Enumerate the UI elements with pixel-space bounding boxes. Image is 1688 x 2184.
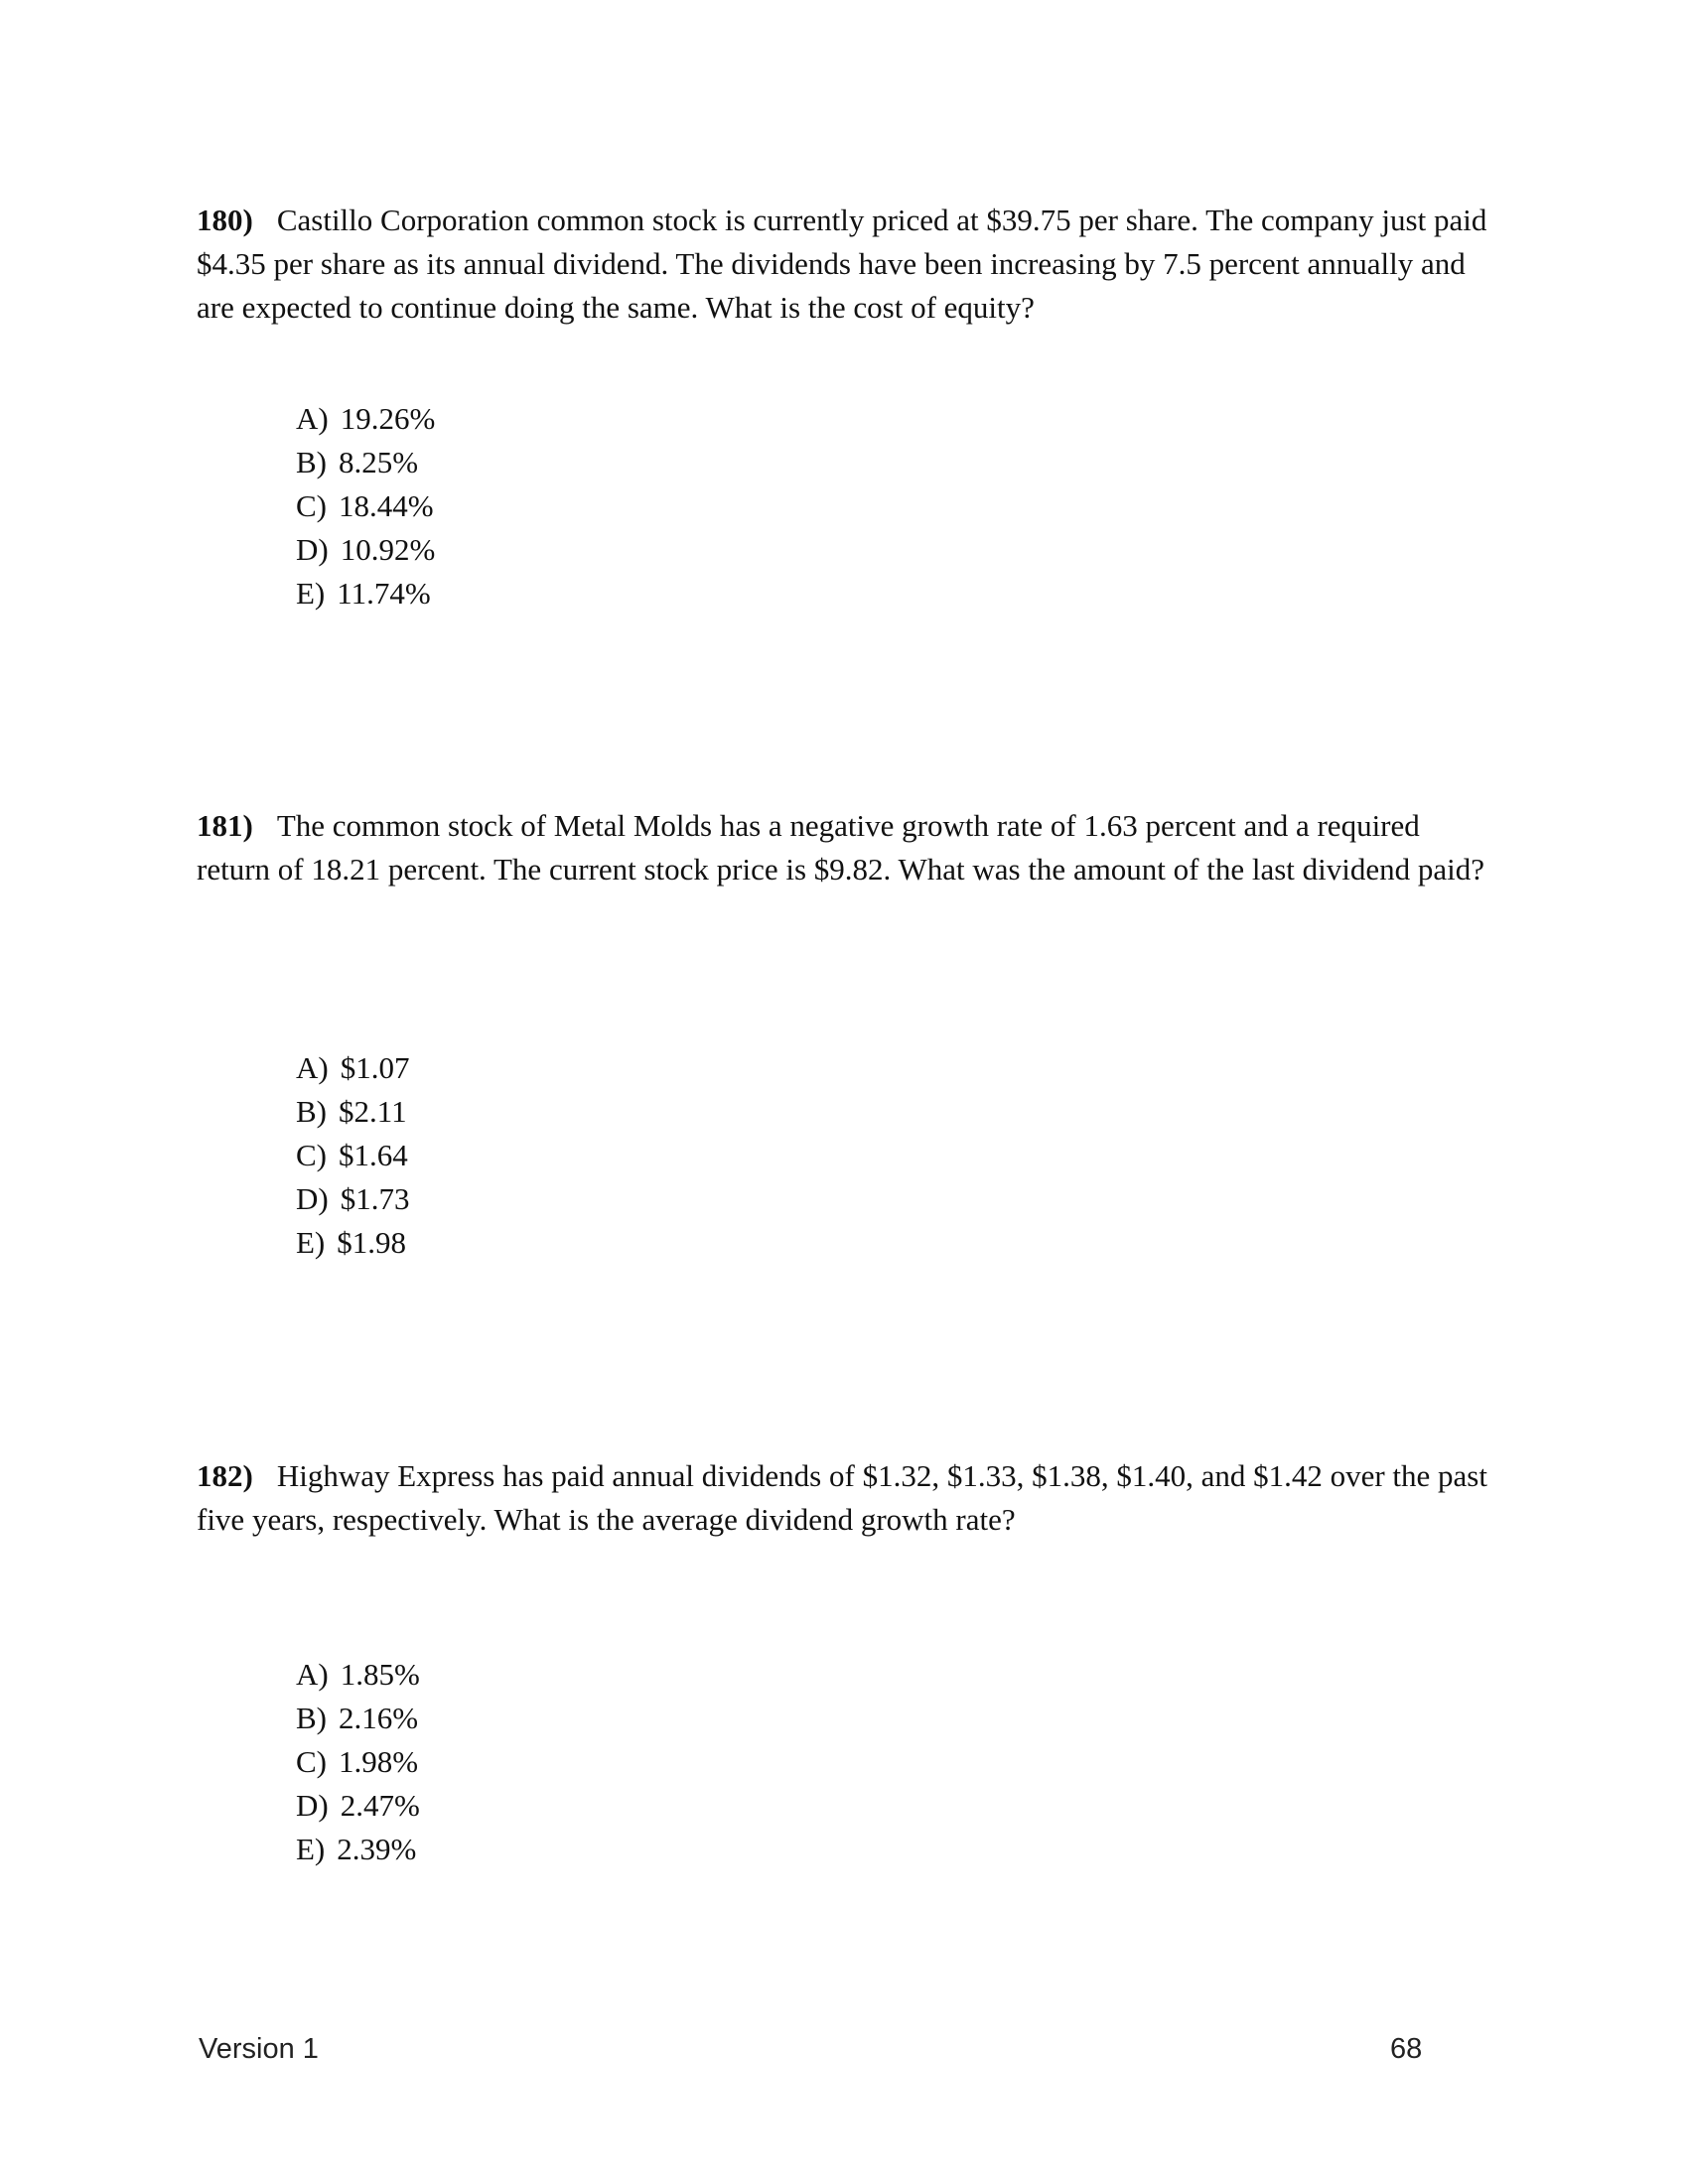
choice-value: 1.98% bbox=[339, 1744, 419, 1779]
choice-c bbox=[296, 1740, 420, 1784]
question-text: Highway Express has paid annual dividends of $1.32, $1.33, $1.38, $1.40, and $1.42 over the past five years, respectively. What is the average dividend growth rate? bbox=[197, 1458, 1487, 1537]
choice-letter: E) bbox=[296, 1225, 326, 1260]
question-number: 180) bbox=[197, 203, 253, 237]
choice-b bbox=[296, 1090, 409, 1134]
answer-choices bbox=[296, 397, 435, 615]
question-stem bbox=[197, 199, 1497, 330]
choice-letter: E) bbox=[296, 576, 326, 611]
choice-value: 2.39% bbox=[337, 1832, 417, 1866]
choice-value: 10.92% bbox=[340, 532, 436, 567]
question-182 bbox=[197, 1454, 1497, 1866]
choice-letter: A) bbox=[296, 1050, 329, 1085]
question-text: Castillo Corporation common stock is currently priced at $39.75 per share. The company just paid $4.35 per share as its annual dividend. The dividends have been increasing by 7.5 percent annually and are expected to continue doing the same. What is the cost of equity? bbox=[197, 203, 1487, 325]
question-stem bbox=[197, 1454, 1497, 1542]
footer-page-number: 68 bbox=[1390, 2033, 1423, 2065]
choice-letter: B) bbox=[296, 1094, 327, 1129]
choice-value: 18.44% bbox=[339, 488, 434, 523]
choice-a bbox=[296, 1653, 420, 1697]
choice-letter: A) bbox=[296, 1657, 329, 1692]
choice-a bbox=[296, 397, 435, 441]
choice-value: $1.73 bbox=[340, 1181, 410, 1216]
choice-e bbox=[296, 1828, 420, 1871]
choice-c bbox=[296, 1134, 409, 1177]
choice-c bbox=[296, 484, 435, 528]
choice-value: $1.98 bbox=[337, 1225, 407, 1260]
answer-choices bbox=[296, 1046, 409, 1265]
question-181 bbox=[197, 804, 1497, 1260]
question-number: 182) bbox=[197, 1458, 253, 1493]
choice-d bbox=[296, 1177, 409, 1221]
choice-letter: B) bbox=[296, 445, 327, 479]
choice-d bbox=[296, 1784, 420, 1828]
choice-value: 1.85% bbox=[340, 1657, 420, 1692]
choice-a bbox=[296, 1046, 409, 1090]
answer-choices bbox=[296, 1653, 420, 1871]
choice-value: $1.64 bbox=[339, 1138, 408, 1172]
question-180 bbox=[197, 199, 1497, 611]
choice-letter: B) bbox=[296, 1701, 327, 1735]
choice-letter: C) bbox=[296, 488, 327, 523]
choice-value: $2.11 bbox=[339, 1094, 407, 1129]
choice-e bbox=[296, 572, 435, 615]
choice-value: 8.25% bbox=[339, 445, 419, 479]
choice-value: $1.07 bbox=[340, 1050, 410, 1085]
choice-letter: D) bbox=[296, 1181, 329, 1216]
choice-letter: A) bbox=[296, 401, 329, 436]
question-stem bbox=[197, 804, 1497, 891]
question-text: The common stock of Metal Molds has a negative growth rate of 1.63 percent and a required return of 18.21 percent. The current stock price is $9.82. What was the amount of the last dividend paid? bbox=[197, 808, 1485, 887]
choice-letter: D) bbox=[296, 532, 329, 567]
choice-value: 11.74% bbox=[337, 576, 431, 611]
choice-value: 2.16% bbox=[339, 1701, 419, 1735]
choice-d bbox=[296, 528, 435, 572]
choice-letter: E) bbox=[296, 1832, 326, 1866]
footer-version: Version 1 bbox=[199, 2033, 319, 2065]
choice-letter: C) bbox=[296, 1744, 327, 1779]
choice-b bbox=[296, 441, 435, 484]
choice-value: 19.26% bbox=[340, 401, 436, 436]
choice-b bbox=[296, 1697, 420, 1740]
choice-value: 2.47% bbox=[340, 1788, 420, 1823]
choice-letter: D) bbox=[296, 1788, 329, 1823]
question-number: 181) bbox=[197, 808, 253, 843]
choice-e bbox=[296, 1221, 409, 1265]
choice-letter: C) bbox=[296, 1138, 327, 1172]
